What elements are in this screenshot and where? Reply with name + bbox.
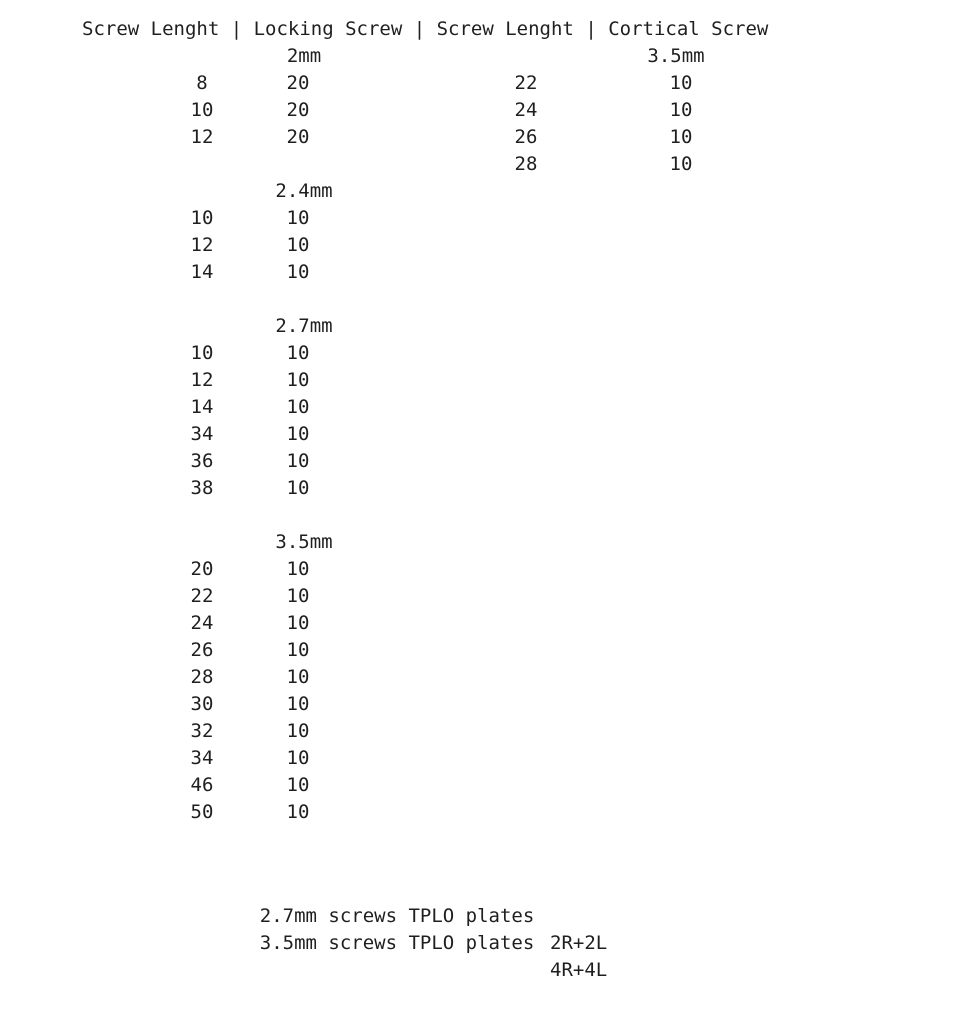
section-size-heading: 3.5mm bbox=[275, 531, 333, 553]
screw-length-cell: 30 bbox=[190, 693, 214, 715]
screw-length-cell: 22 bbox=[190, 585, 214, 607]
screw-length-cell: 14 bbox=[190, 396, 214, 418]
screw-length-cell: 26 bbox=[190, 639, 214, 661]
screw-length-cell: 26 bbox=[514, 126, 538, 148]
screw-quantity-cell: 10 bbox=[669, 99, 693, 121]
screw-length-cell: 32 bbox=[190, 720, 214, 742]
screw-quantity-cell: 10 bbox=[286, 261, 310, 283]
screw-quantity-cell: 20 bbox=[286, 126, 310, 148]
screw-length-cell: 28 bbox=[514, 153, 538, 175]
screw-length-cell: 28 bbox=[190, 666, 214, 688]
section-size-heading: 2mm bbox=[286, 45, 322, 67]
screw-quantity-cell: 10 bbox=[286, 369, 310, 391]
screw-quantity-cell: 10 bbox=[286, 477, 310, 499]
screw-quantity-cell: 10 bbox=[286, 693, 310, 715]
screw-length-cell: 12 bbox=[190, 234, 214, 256]
screw-quantity-cell: 20 bbox=[286, 99, 310, 121]
screw-length-cell: 10 bbox=[190, 99, 214, 121]
screw-quantity-cell: 10 bbox=[286, 747, 310, 769]
screw-quantity-cell: 10 bbox=[286, 207, 310, 229]
screw-length-cell: 34 bbox=[190, 747, 214, 769]
screw-length-cell: 50 bbox=[190, 801, 214, 823]
screw-length-cell: 24 bbox=[514, 99, 538, 121]
cortical-size-heading: 3.5mm bbox=[647, 45, 705, 67]
screw-length-cell: 46 bbox=[190, 774, 214, 796]
screw-quantity-cell: 10 bbox=[286, 639, 310, 661]
screw-length-cell: 24 bbox=[190, 612, 214, 634]
screw-length-cell: 12 bbox=[190, 369, 214, 391]
screw-quantity-cell: 10 bbox=[669, 153, 693, 175]
screw-quantity-cell: 10 bbox=[286, 585, 310, 607]
screw-quantity-cell: 10 bbox=[286, 558, 310, 580]
screw-length-cell: 22 bbox=[514, 72, 538, 94]
screw-quantity-cell: 10 bbox=[286, 342, 310, 364]
section-size-heading: 2.7mm bbox=[275, 315, 333, 337]
screw-length-cell: 10 bbox=[190, 207, 214, 229]
screw-length-cell: 12 bbox=[190, 126, 214, 148]
screw-quantity-cell: 10 bbox=[286, 666, 310, 688]
screw-length-cell: 36 bbox=[190, 450, 214, 472]
footer-code: 4R+4L bbox=[550, 959, 608, 981]
screw-length-cell: 34 bbox=[190, 423, 214, 445]
screw-quantity-cell: 10 bbox=[286, 720, 310, 742]
table-header: Screw Lenght | Locking Screw | Screw Lenght | Cortical Screw bbox=[82, 18, 769, 40]
screw-quantity-cell: 10 bbox=[286, 801, 310, 823]
footer-description: 3.5mm screws TPLO plates bbox=[259, 932, 535, 954]
screw-quantity-cell: 10 bbox=[669, 72, 693, 94]
screw-length-cell: 10 bbox=[190, 342, 214, 364]
screw-quantity-cell: 10 bbox=[286, 234, 310, 256]
screw-quantity-cell: 10 bbox=[286, 423, 310, 445]
screw-quantity-cell: 10 bbox=[286, 450, 310, 472]
screw-length-cell: 38 bbox=[190, 477, 214, 499]
screw-quantity-cell: 20 bbox=[286, 72, 310, 94]
screw-quantity-cell: 10 bbox=[286, 612, 310, 634]
footer-code: 2R+2L bbox=[550, 932, 608, 954]
screw-quantity-cell: 10 bbox=[669, 126, 693, 148]
screw-quantity-cell: 10 bbox=[286, 396, 310, 418]
screw-quantity-cell: 10 bbox=[286, 774, 310, 796]
screw-length-cell: 14 bbox=[190, 261, 214, 283]
screw-length-cell: 8 bbox=[196, 72, 208, 94]
screw-length-cell: 20 bbox=[190, 558, 214, 580]
footer-description: 2.7mm screws TPLO plates bbox=[259, 905, 535, 927]
section-size-heading: 2.4mm bbox=[275, 180, 333, 202]
